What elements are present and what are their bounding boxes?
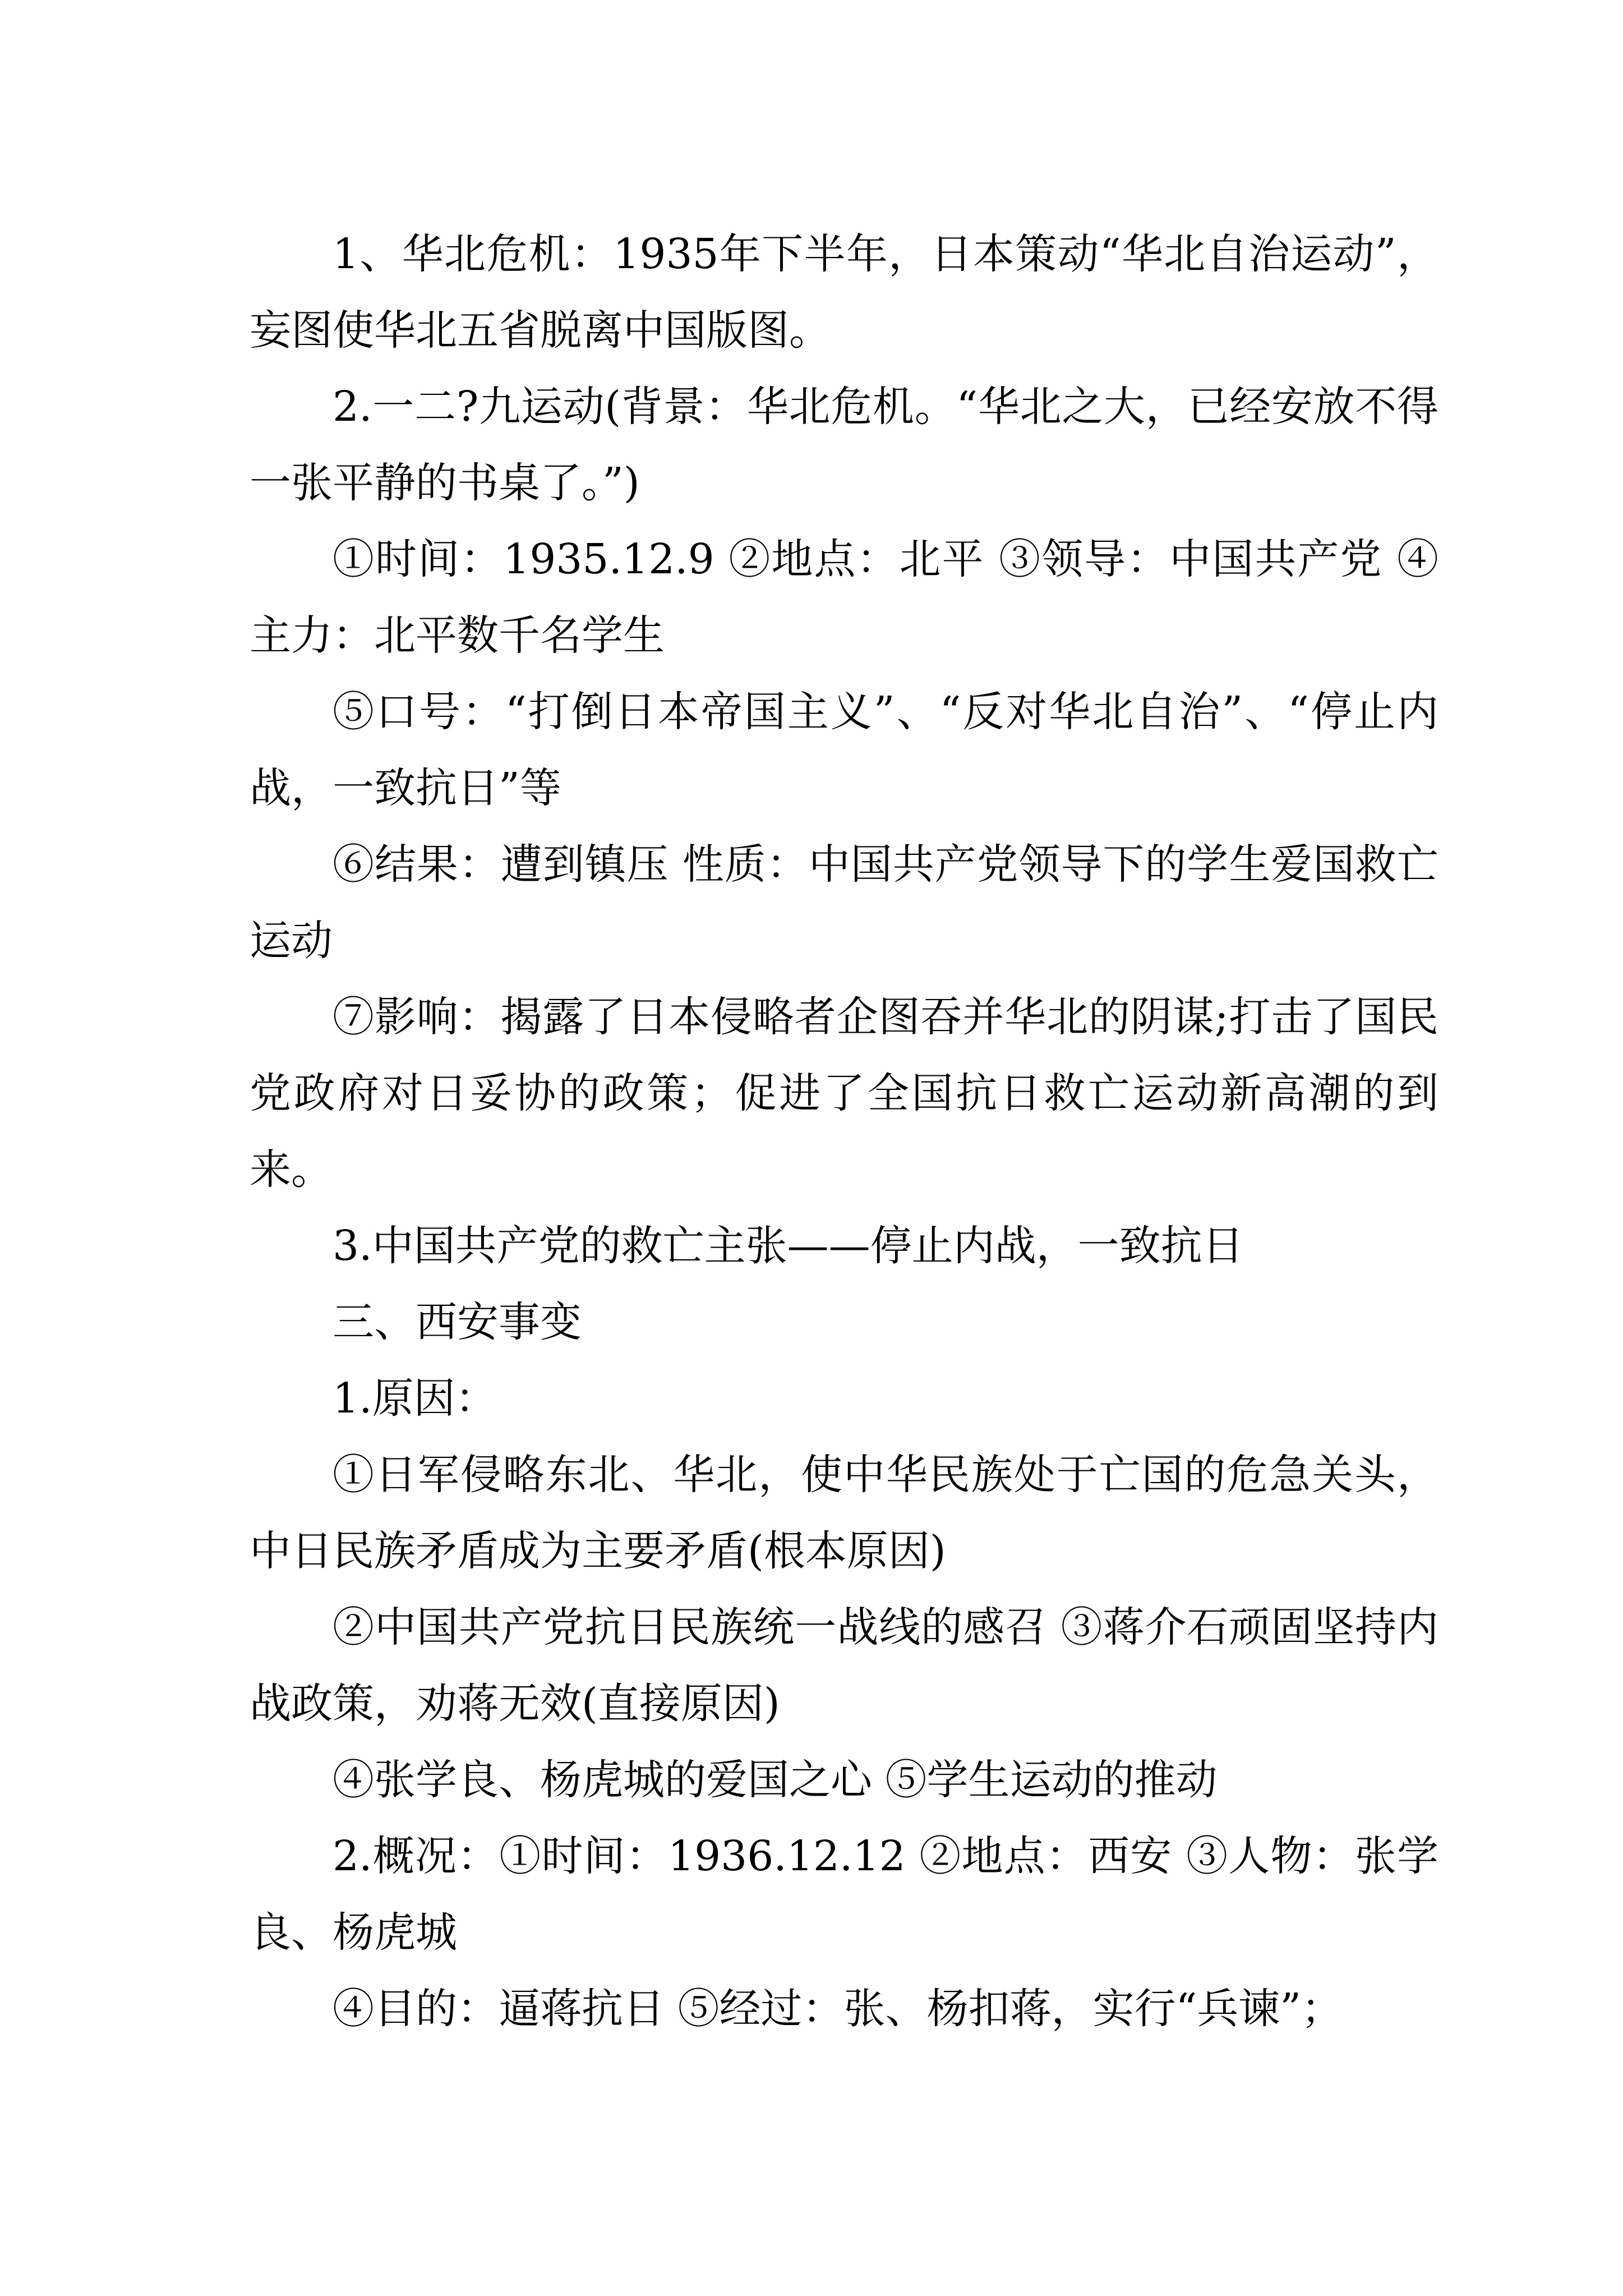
paragraph-cause-root: ①日军侵略东北、华北，使中华民族处于亡国的危急关头，中日民族矛盾成为主要矛盾(根本原因): [250, 1451, 1438, 1575]
paragraph-overview: 2.概况：①时间：1936.12.12 ②地点：西安 ③人物：张学良、杨虎城: [250, 1832, 1438, 1957]
paragraph-cpc-salvation-proposal: 3.中国共产党的救亡主张——停止内战，一致抗日: [333, 1222, 1244, 1270]
paragraph-movement-slogans: ⑤口号：“打倒日本帝国主义”、“反对华北自治”、“停止内战，一致抗日”等: [250, 688, 1438, 812]
section-heading-xian-incident: 三、西安事变: [333, 1298, 582, 1346]
paragraph-movement-result-nature: ⑥结果：遭到镇压 性质：中国共产党领导下的学生爱国救亡运动: [250, 840, 1438, 965]
subheading-causes: 1.原因：: [333, 1374, 497, 1423]
paragraph-purpose-process: ④目的：逼蒋抗日 ⑤经过：张、杨扣蒋，实行“兵谏”；: [333, 1985, 1343, 2033]
paragraph-north-china-crisis: 1、华北危机：1935年下半年，日本策动“华北自治运动”，妄图使华北五省脱离中国版图。: [250, 230, 1438, 355]
paragraph-movement-impact: ⑦影响：揭露了日本侵略者企图吞并华北的阴谋;打击了国民党政府对日妥协的政策；促进了全国抗日救亡运动新高潮的到来。: [250, 993, 1438, 1194]
paragraph-cause-patriotism: ④张学良、杨虎城的爱国之心 ⑤学生运动的推动: [333, 1756, 1218, 1804]
paragraph-cause-direct: ②中国共产党抗日民族统一战线的感召 ③蒋介石顽固坚持内战政策，劝蒋无效(直接原因): [250, 1603, 1438, 1728]
document-page: [250, 216, 1438, 2047]
paragraph-movement-time-place-leader: ①时间：1935.12.9 ②地点：北平 ③领导：中国共产党 ④主力：北平数千名学生: [250, 535, 1438, 660]
paragraph-december-ninth-movement: 2.一二?九运动(背景：华北危机。“华北之大，已经安放不得一张平静的书桌了。”): [250, 383, 1438, 507]
